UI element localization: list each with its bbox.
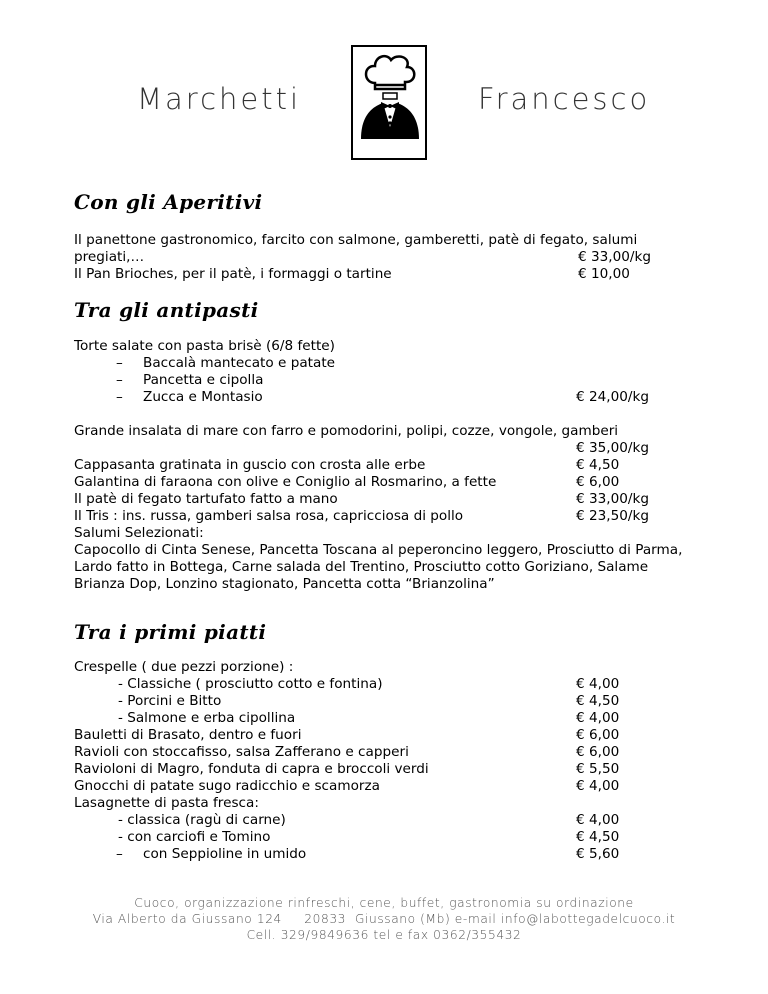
salumi-line: Capocollo di Cinta Senese, Pancetta Toscana al peperoncino leggero, Prosciutto di Parma, xyxy=(74,542,683,558)
aperitivi-line2: pregiati,… xyxy=(74,249,145,265)
primi-item: Bauletti di Brasato, dentro e fuori xyxy=(74,727,302,743)
chef-logo xyxy=(351,45,427,160)
torte-item: Pancetta e cipolla xyxy=(143,372,264,388)
aperitivi-line3: Il Pan Brioches, per il patè, i formaggi o tartine xyxy=(74,266,392,282)
aperitivi-line1: Il panettone gastronomico, farcito con salmone, gamberetti, patè di fegato, salumi xyxy=(74,232,638,248)
insalata-price: € 35,00/kg xyxy=(576,440,649,456)
aperitivi-price2: € 33,00/kg xyxy=(578,249,651,265)
antipasti-item: Galantina di faraona con olive e Coniglio al Rosmarino, a fette xyxy=(74,474,497,490)
crespelle-item: - Porcini e Bitto xyxy=(118,693,222,709)
antipasti-item: Il patè di fegato tartufato fatto a mano xyxy=(74,491,338,507)
lasagnette-item-price: € 4,00 xyxy=(576,812,620,828)
footer-line2: Via Alberto da Giussano 124 20833 Giussano (Mb) e-mail info@labottegadelcuoco.it xyxy=(92,912,676,926)
footer-line1: Cuoco, organizzazione rinfreschi, cene, buffet, gastronomia su ordinazione xyxy=(134,896,634,910)
lasagnette-item-price: € 5,60 xyxy=(576,846,620,862)
primi-lasagnette: Lasagnette di pasta fresca: xyxy=(74,795,259,811)
primi-item-price: € 6,00 xyxy=(576,727,620,743)
primi-item-price: € 6,00 xyxy=(576,744,620,760)
torte-item: Zucca e Montasio xyxy=(143,389,263,405)
section-title-primi: Tra i primi piatti xyxy=(74,620,267,644)
antipasti-torte: Torte salate con pasta brisè (6/8 fette) xyxy=(74,338,335,354)
primi-item-price: € 5,50 xyxy=(576,761,620,777)
primi-crespelle: Crespelle ( due pezzi porzione) : xyxy=(74,659,294,675)
primi-item-price: € 4,00 xyxy=(576,778,620,794)
crespelle-item: - Salmone e erba cipollina xyxy=(118,710,296,726)
primi-item: Ravioloni di Magro, fonduta di capra e broccoli verdi xyxy=(74,761,429,777)
primi-item: Ravioli con stoccafisso, salsa Zafferano e capperi xyxy=(74,744,409,760)
chef-hat-tuxedo-icon xyxy=(353,47,425,158)
list-dash: – xyxy=(116,846,123,862)
list-dash: – xyxy=(116,355,123,371)
antipasti-item-price: € 4,50 xyxy=(576,457,620,473)
lasagnette-item: - con carciofi e Tomino xyxy=(118,829,271,845)
salumi-line: Brianza Dop, Lonzino stagionato, Pancetta cotta “Brianzolina” xyxy=(74,576,495,592)
crespelle-item-price: € 4,50 xyxy=(576,693,620,709)
antipasti-item: Il Tris : ins. russa, gamberi salsa rosa, capricciosa di pollo xyxy=(74,508,464,524)
list-dash: – xyxy=(116,372,123,388)
torte-item: Baccalà mantecato e patate xyxy=(143,355,336,371)
crespelle-item-price: € 4,00 xyxy=(576,710,620,726)
antipasti-item-price: € 33,00/kg xyxy=(576,491,649,507)
salumi-title: Salumi Selezionati: xyxy=(74,525,204,541)
section-title-antipasti: Tra gli antipasti xyxy=(74,298,259,322)
lasagnette-item: - classica (ragù di carne) xyxy=(118,812,286,828)
lasagnette-item: con Seppioline in umido xyxy=(143,846,307,862)
antipasti-item: Cappasanta gratinata in guscio con crosta alle erbe xyxy=(74,457,426,473)
primi-item: Gnocchi di patate sugo radicchio e scamorza xyxy=(74,778,380,794)
torte-price: € 24,00/kg xyxy=(576,389,649,405)
antipasti-item-price: € 23,50/kg xyxy=(576,508,649,524)
antipasti-insalata: Grande insalata di mare con farro e pomodorini, polipi, cozze, vongole, gamberi xyxy=(74,423,619,439)
header-left-name: Marchetti xyxy=(137,82,302,116)
crespelle-item-price: € 4,00 xyxy=(576,676,620,692)
section-title-aperitivi: Con gli Aperitivi xyxy=(74,190,263,214)
list-dash: – xyxy=(116,389,123,405)
lasagnette-item-price: € 4,50 xyxy=(576,829,620,845)
footer-line3: Cell. 329/9849636 tel e fax 0362/355432 xyxy=(246,928,522,942)
salumi-line: Lardo fatto in Bottega, Carne salada del Trentino, Prosciutto cotto Goriziano, Salame xyxy=(74,559,649,575)
crespelle-item: - Classiche ( prosciutto cotto e fontina) xyxy=(118,676,383,692)
header-right-name: Francesco xyxy=(478,82,651,116)
aperitivi-price3: € 10,00 xyxy=(578,266,630,282)
antipasti-item-price: € 6,00 xyxy=(576,474,620,490)
